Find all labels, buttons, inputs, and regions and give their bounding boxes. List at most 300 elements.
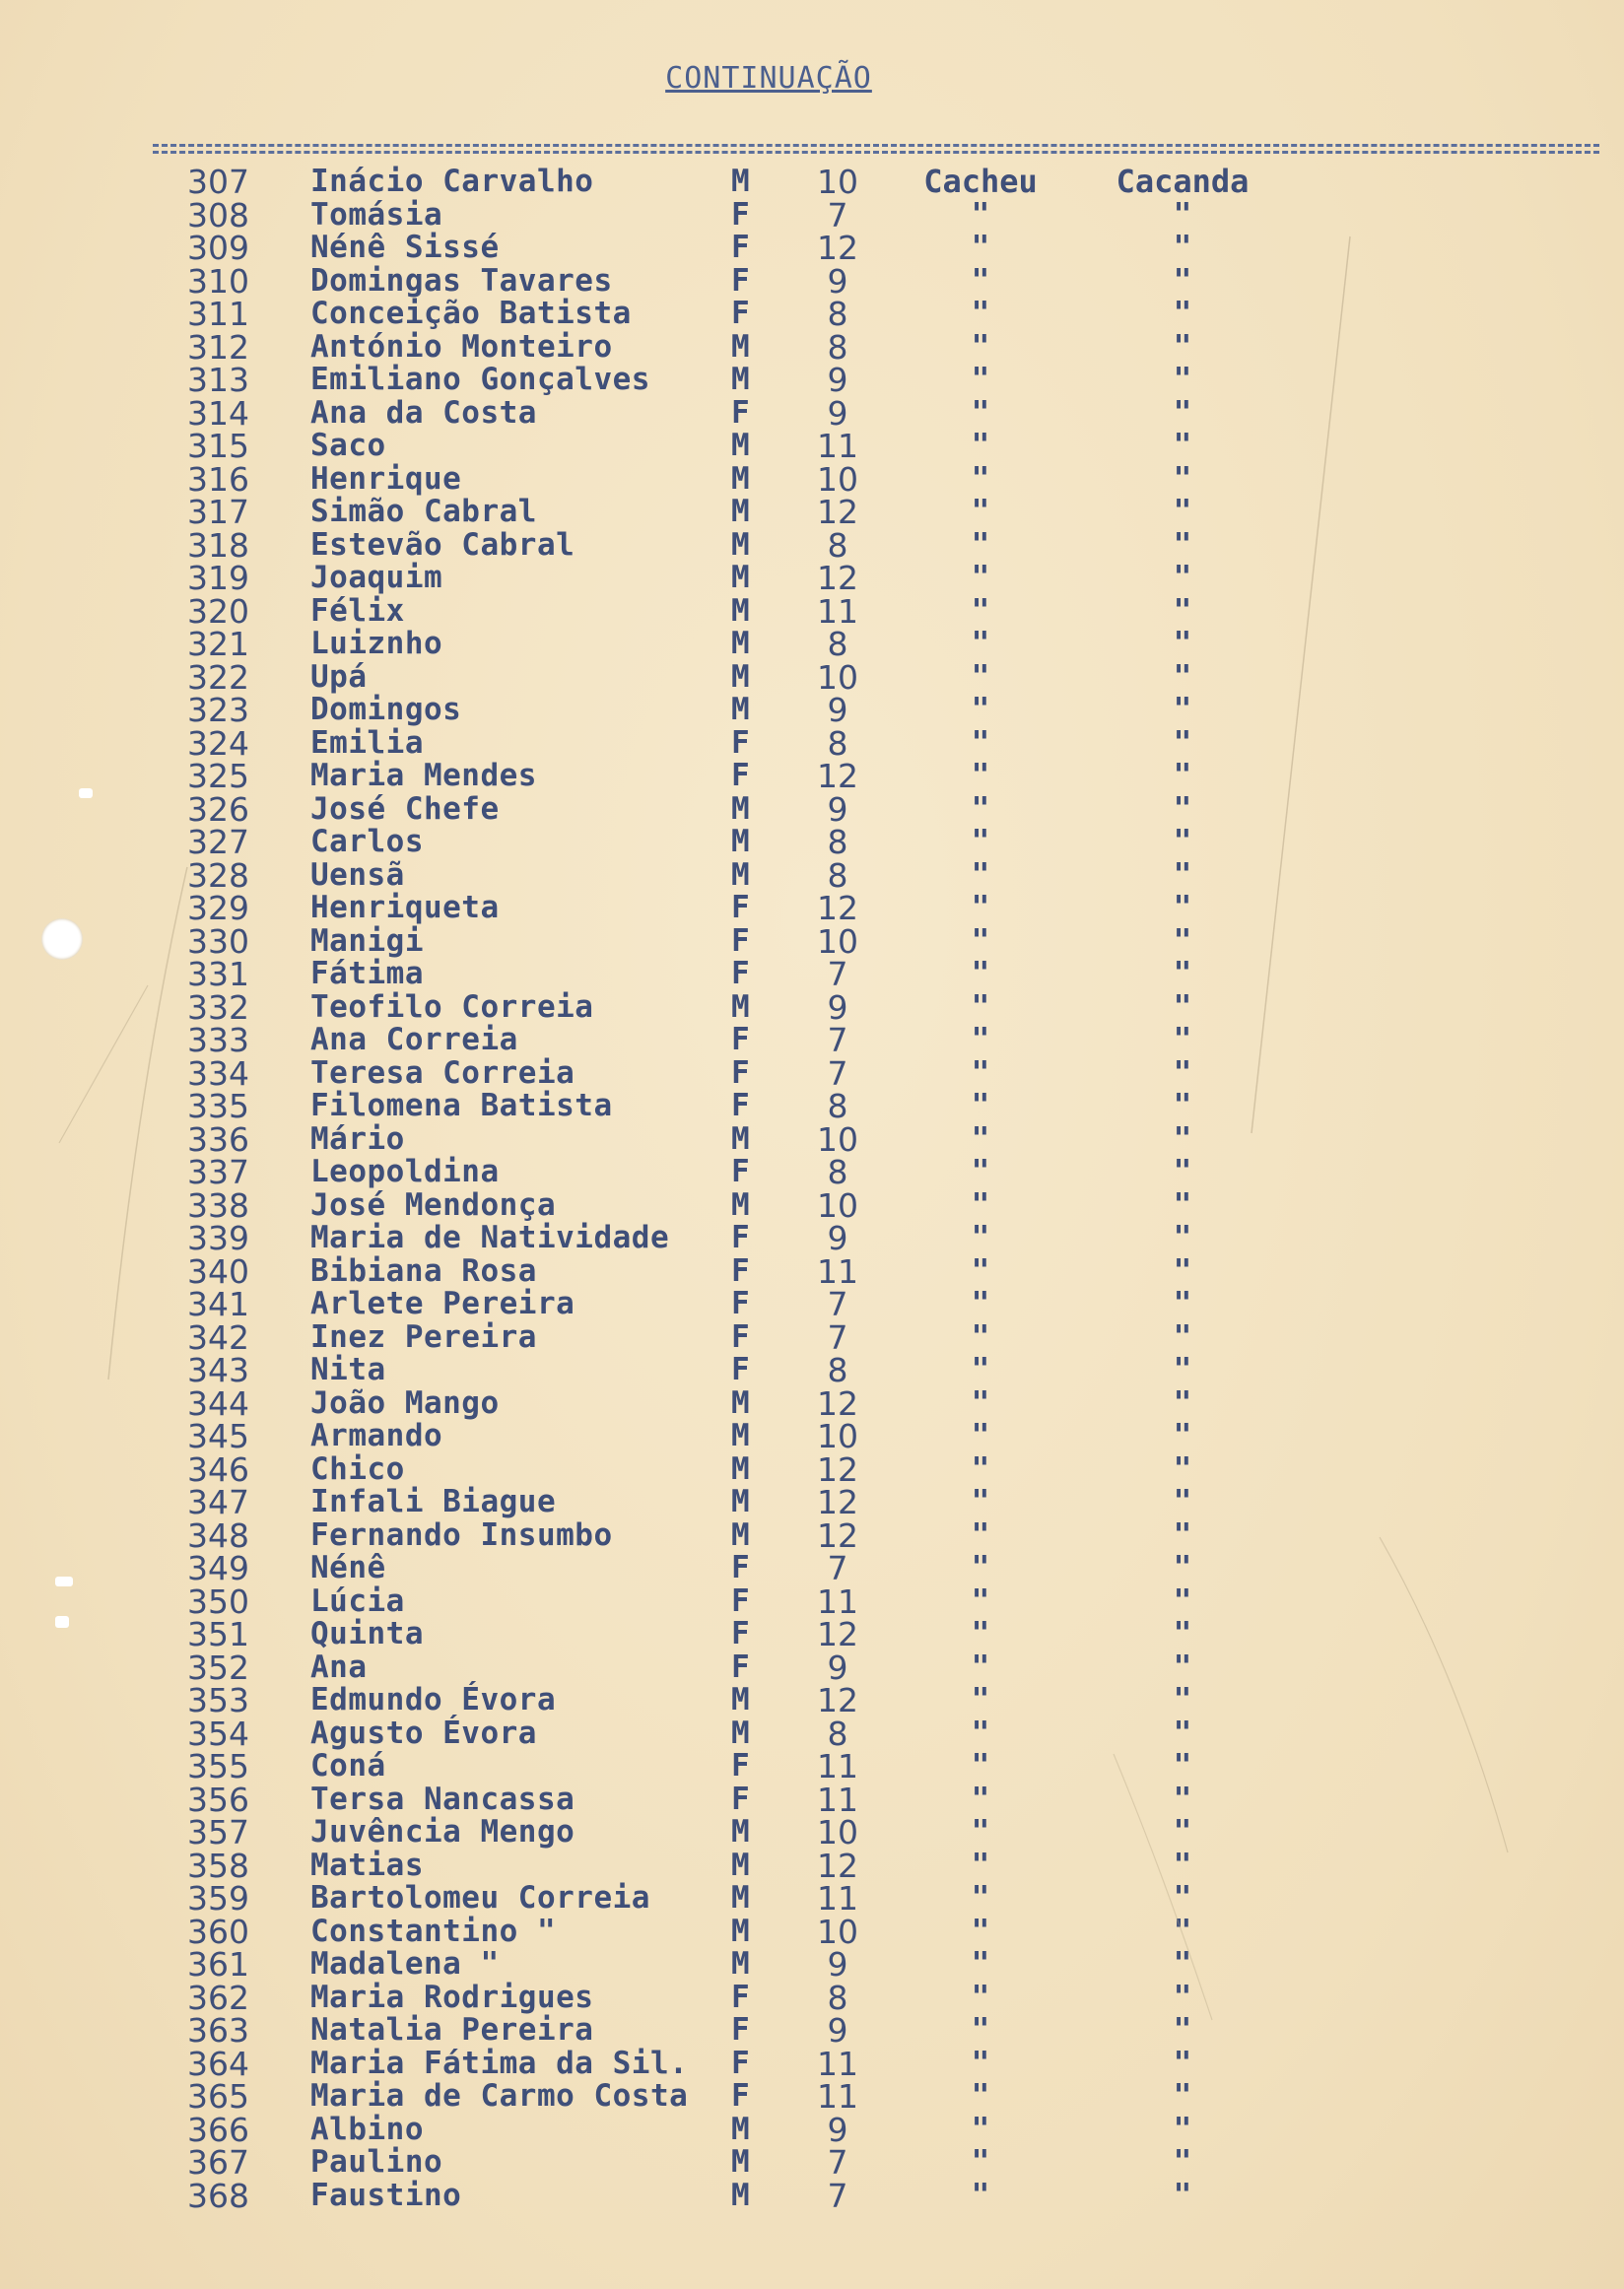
child-age: 9 (827, 361, 848, 399)
child-age: 8 (827, 1153, 848, 1191)
child-age: 8 (827, 1351, 848, 1389)
child-age: 8 (827, 723, 848, 763)
child-name: João Mango (310, 1384, 500, 1421)
child-sex: M (731, 1516, 750, 1553)
town-name: " (1173, 230, 1192, 265)
entry-number: 335 (187, 1087, 249, 1125)
child-age: 12 (817, 757, 858, 795)
child-age: 12 (817, 493, 858, 531)
child-age: 9 (827, 1648, 848, 1687)
child-name: Maria de Natividade (310, 1220, 670, 1255)
register-row (0, 261, 1624, 301)
child-sex: F (731, 758, 750, 793)
child-age: 12 (817, 1515, 858, 1555)
child-sex: F (731, 1550, 750, 1585)
child-name: Madalena " (310, 1946, 500, 1982)
town-name: " (1173, 1814, 1192, 1850)
child-name: Chico (310, 1450, 405, 1487)
town-name: " (1173, 956, 1192, 991)
child-age: 8 (827, 1978, 848, 2017)
region-name: " (971, 1582, 990, 1619)
town-name: " (1173, 1054, 1192, 1091)
register-row (0, 1648, 1624, 1687)
town-name: " (1173, 2177, 1192, 2213)
child-sex: M (731, 1186, 750, 1223)
child-name: Manigi (310, 922, 424, 959)
child-sex: F (731, 1154, 750, 1189)
child-name: Henriqueta (310, 890, 500, 925)
child-age: 11 (817, 1879, 858, 1918)
entry-number: 339 (187, 1219, 249, 1257)
entry-number: 343 (187, 1351, 249, 1389)
child-sex: M (731, 2111, 750, 2147)
region-name: " (971, 1616, 990, 1651)
entry-number: 360 (187, 1912, 249, 1951)
register-row (0, 1813, 1624, 1851)
child-name: Inez Pereira (310, 1318, 537, 1355)
town-name: " (1173, 592, 1192, 629)
entry-number: 310 (187, 261, 249, 301)
region-name: " (971, 1946, 990, 1982)
region-name: " (971, 890, 990, 925)
child-name: José Mendonça (310, 1186, 557, 1223)
register-row (0, 1549, 1624, 1587)
entry-number: 315 (187, 427, 249, 465)
entry-number: 357 (187, 1813, 249, 1851)
town-name: " (1173, 724, 1192, 761)
town-name: " (1173, 296, 1192, 331)
region-name: " (971, 2045, 990, 2081)
child-sex: M (731, 692, 750, 727)
town-name: " (1173, 1880, 1192, 1916)
child-sex: F (731, 1649, 750, 1685)
child-age: 12 (817, 1681, 858, 1719)
child-sex: F (731, 262, 750, 299)
entry-number: 362 (187, 1978, 249, 2017)
entry-number: 334 (187, 1053, 249, 1093)
child-name: Luiznho (310, 626, 443, 661)
register-row (0, 459, 1624, 499)
town-name: " (1173, 362, 1192, 397)
entry-number: 346 (187, 1449, 249, 1489)
town-name: " (1173, 526, 1192, 563)
town-name: " (1173, 196, 1192, 233)
child-sex: F (731, 1748, 750, 1784)
child-sex: M (731, 1946, 750, 1982)
register-row (0, 855, 1624, 895)
region-name: " (971, 1220, 990, 1255)
entry-number: 322 (187, 657, 249, 697)
town-name: " (1173, 1616, 1192, 1651)
entry-number: 352 (187, 1648, 249, 1687)
child-name: Félix (310, 592, 405, 629)
child-name: Albino (310, 2111, 424, 2147)
child-age: 12 (817, 559, 858, 597)
child-age: 9 (827, 1945, 848, 1984)
region-name: " (971, 560, 990, 595)
child-age: 8 (827, 327, 848, 367)
region-name: " (971, 1979, 990, 2015)
town-name: " (1173, 1550, 1192, 1585)
register-row (0, 1185, 1624, 1225)
register-row (0, 823, 1624, 861)
entry-number: 329 (187, 889, 249, 927)
town-name: " (1173, 1352, 1192, 1387)
register-row (0, 591, 1624, 631)
entry-number: 366 (187, 2110, 249, 2149)
child-name: Teofilo Correia (310, 988, 594, 1025)
child-sex: F (731, 394, 750, 431)
child-name: Mário (310, 1120, 405, 1157)
register-row (0, 393, 1624, 433)
region-name: " (971, 1154, 990, 1189)
child-age: 11 (817, 1747, 858, 1785)
child-age: 12 (817, 1846, 858, 1885)
child-name: José Chefe (310, 790, 500, 827)
child-name: Maria de Carmo Costa (310, 2078, 689, 2114)
entry-number: 347 (187, 1483, 249, 1521)
entry-number: 317 (187, 493, 249, 531)
child-sex: F (731, 724, 750, 761)
register-row (0, 1879, 1624, 1918)
region-name: " (971, 1748, 990, 1784)
register-row (0, 955, 1624, 993)
region-name: " (971, 824, 990, 859)
town-name: " (1173, 856, 1192, 893)
child-age: 7 (827, 2143, 848, 2182)
town-name: " (1173, 2144, 1192, 2180)
child-age: 11 (817, 591, 858, 631)
child-name: Domingas Tavares (310, 262, 613, 299)
child-age: 10 (817, 1813, 858, 1851)
town-name: " (1173, 1286, 1192, 1321)
register-row (0, 1945, 1624, 1984)
child-sex: F (731, 956, 750, 991)
register-row (0, 987, 1624, 1027)
child-name: Faustino (310, 2177, 462, 2213)
entry-number: 324 (187, 723, 249, 763)
region-name: " (971, 1022, 990, 1057)
register-row (0, 657, 1624, 697)
entry-number: 359 (187, 1879, 249, 1918)
child-name: Juvência Mengo (310, 1814, 575, 1850)
region-name: " (971, 1682, 990, 1717)
town-name: " (1173, 1450, 1192, 1487)
child-age: 7 (827, 2176, 848, 2215)
child-name: Conceição Batista (310, 296, 632, 331)
child-name: Natalia Pereira (310, 2012, 594, 2048)
register-row (0, 229, 1624, 267)
town-name: " (1173, 922, 1192, 959)
town-name: " (1173, 790, 1192, 827)
child-age: 11 (817, 1780, 858, 1819)
region-name: " (971, 922, 990, 959)
entry-number: 328 (187, 855, 249, 895)
region-name: Cacheu (923, 163, 1038, 200)
child-age: 7 (827, 1317, 848, 1357)
town-name: " (1173, 658, 1192, 695)
entry-number: 330 (187, 921, 249, 961)
entry-number: 364 (187, 2044, 249, 2083)
region-name: " (971, 362, 990, 397)
child-name: Emiliano Gonçalves (310, 362, 650, 397)
entry-number: 363 (187, 2011, 249, 2050)
entry-number: 351 (187, 1615, 249, 1653)
region-name: " (971, 494, 990, 529)
region-name: " (971, 1814, 990, 1850)
region-name: " (971, 1384, 990, 1421)
town-name: Cacanda (1116, 163, 1250, 200)
entry-number: 318 (187, 525, 249, 565)
child-sex: M (731, 1450, 750, 1487)
register-row (0, 889, 1624, 927)
register-row (0, 625, 1624, 663)
region-name: " (971, 2177, 990, 2213)
town-name: " (1173, 758, 1192, 793)
child-sex: M (731, 658, 750, 695)
child-sex: M (731, 592, 750, 629)
region-name: " (971, 626, 990, 661)
child-age: 8 (827, 855, 848, 895)
town-name: " (1173, 988, 1192, 1025)
paper-tear-mark (79, 788, 93, 798)
register-row (0, 1351, 1624, 1389)
region-name: " (971, 758, 990, 793)
child-sex: F (731, 2012, 750, 2048)
child-name: Agusto Évora (310, 1715, 537, 1751)
town-name: " (1173, 1022, 1192, 1057)
town-name: " (1173, 1715, 1192, 1751)
child-sex: F (731, 1781, 750, 1817)
child-age: 7 (827, 195, 848, 235)
register-row (0, 295, 1624, 333)
child-sex: F (731, 1022, 750, 1057)
register-row (0, 1978, 1624, 2017)
child-name: Uensã (310, 856, 405, 893)
town-name: " (1173, 394, 1192, 431)
register-row (0, 691, 1624, 729)
region-name: " (971, 2078, 990, 2114)
child-sex: M (731, 2144, 750, 2180)
entry-number: 314 (187, 393, 249, 433)
child-sex: M (731, 460, 750, 497)
town-name: " (1173, 626, 1192, 661)
register-row (0, 1449, 1624, 1489)
child-name: Domingos (310, 692, 462, 727)
register-row (0, 1053, 1624, 1093)
register-row (0, 195, 1624, 235)
region-name: " (971, 394, 990, 431)
child-age: 12 (817, 1383, 858, 1423)
register-row (0, 1087, 1624, 1125)
region-name: " (971, 692, 990, 727)
child-age: 12 (817, 1449, 858, 1489)
entry-number: 311 (187, 295, 249, 333)
child-sex: M (731, 1484, 750, 1519)
child-sex: M (731, 1913, 750, 1949)
child-name: Maria Fátima da Sil. (310, 2045, 689, 2081)
child-name: Maria Mendes (310, 758, 537, 793)
child-sex: M (731, 1880, 750, 1916)
child-name: Joaquim (310, 560, 443, 595)
entry-number: 344 (187, 1383, 249, 1423)
register-row (0, 1285, 1624, 1323)
entry-number: 361 (187, 1945, 249, 1984)
region-name: " (971, 1550, 990, 1585)
child-age: 12 (817, 1483, 858, 1521)
paper-tear-mark (55, 1577, 73, 1586)
child-sex: F (731, 1352, 750, 1387)
entry-number: 308 (187, 195, 249, 235)
register-row (0, 1021, 1624, 1059)
town-name: " (1173, 1847, 1192, 1883)
child-age: 11 (817, 427, 858, 465)
child-name: Ana da Costa (310, 394, 537, 431)
paper-tear-mark (55, 1616, 69, 1628)
entry-number: 354 (187, 1714, 249, 1753)
region-name: " (971, 1252, 990, 1289)
town-name: " (1173, 1088, 1192, 1123)
register-row (0, 1780, 1624, 1819)
region-name: " (971, 1484, 990, 1519)
register-row (0, 327, 1624, 367)
region-name: " (971, 328, 990, 365)
entry-number: 327 (187, 823, 249, 861)
child-name: Lúcia (310, 1582, 405, 1619)
region-name: " (971, 1649, 990, 1685)
child-sex: F (731, 1252, 750, 1289)
entry-number: 319 (187, 559, 249, 597)
child-name: Upá (310, 658, 368, 695)
town-name: " (1173, 1649, 1192, 1685)
child-age: 11 (817, 1582, 858, 1621)
register-row (0, 427, 1624, 465)
child-age: 10 (817, 459, 858, 499)
register-row (0, 1483, 1624, 1521)
child-sex: M (731, 856, 750, 893)
region-name: " (971, 592, 990, 629)
region-name: " (971, 428, 990, 463)
region-name: " (971, 1715, 990, 1751)
register-row (0, 1515, 1624, 1555)
entry-number: 331 (187, 955, 249, 993)
town-name: " (1173, 560, 1192, 595)
child-sex: M (731, 988, 750, 1025)
child-sex: F (731, 1582, 750, 1619)
child-name: Armando (310, 1418, 443, 1453)
child-age: 10 (817, 921, 858, 961)
child-name: Edmundo Évora (310, 1682, 557, 1717)
child-sex: M (731, 526, 750, 563)
register-row (0, 1582, 1624, 1621)
child-age: 9 (827, 2110, 848, 2149)
child-sex: F (731, 922, 750, 959)
entry-number: 358 (187, 1846, 249, 1885)
child-sex: M (731, 1715, 750, 1751)
child-age: 8 (827, 1714, 848, 1753)
region-name: " (971, 790, 990, 827)
child-sex: F (731, 196, 750, 233)
child-sex: M (731, 494, 750, 529)
child-name: Matias (310, 1847, 424, 1883)
child-age: 9 (827, 2011, 848, 2050)
child-age: 8 (827, 295, 848, 333)
town-name: " (1173, 824, 1192, 859)
entry-number: 325 (187, 757, 249, 795)
child-age: 10 (817, 1185, 858, 1225)
town-name: " (1173, 2045, 1192, 2081)
child-sex: M (731, 362, 750, 397)
entry-number: 341 (187, 1285, 249, 1323)
entry-number: 345 (187, 1417, 249, 1455)
entry-number: 368 (187, 2176, 249, 2215)
region-name: " (971, 460, 990, 497)
entry-number: 336 (187, 1119, 249, 1159)
child-sex: F (731, 1220, 750, 1255)
region-name: " (971, 1913, 990, 1949)
child-name: Emilia (310, 724, 424, 761)
town-name: " (1173, 1318, 1192, 1355)
region-name: " (971, 856, 990, 893)
child-age: 7 (827, 1549, 848, 1587)
region-name: " (971, 1286, 990, 1321)
entry-number: 356 (187, 1780, 249, 1819)
region-name: " (971, 1186, 990, 1223)
page-heading: CONTINUAÇÃO (665, 61, 872, 96)
entry-number: 353 (187, 1681, 249, 1719)
register-row (0, 1153, 1624, 1191)
child-sex: M (731, 1682, 750, 1717)
child-age: 9 (827, 393, 848, 433)
child-name: Bibiana Rosa (310, 1252, 537, 1289)
register-row (0, 1119, 1624, 1159)
child-age: 11 (817, 2044, 858, 2083)
punch-hole (41, 918, 83, 960)
child-sex: M (731, 164, 750, 199)
child-sex: F (731, 1286, 750, 1321)
child-sex: F (731, 230, 750, 265)
entry-number: 332 (187, 987, 249, 1027)
town-name: " (1173, 1781, 1192, 1817)
entry-number: 350 (187, 1582, 249, 1621)
town-name: " (1173, 890, 1192, 925)
child-name: Filomena Batista (310, 1088, 613, 1123)
register-row (0, 525, 1624, 565)
town-name: " (1173, 262, 1192, 299)
child-sex: F (731, 1318, 750, 1355)
child-sex: M (731, 2177, 750, 2213)
region-name: " (971, 196, 990, 233)
child-name: Estevão Cabral (310, 526, 575, 563)
child-sex: M (731, 1847, 750, 1883)
child-age: 10 (817, 657, 858, 697)
register-row (0, 1681, 1624, 1719)
child-name: Leopoldina (310, 1154, 500, 1189)
register-row (0, 559, 1624, 597)
region-name: " (971, 1516, 990, 1553)
child-name: Henrique (310, 460, 462, 497)
register-list (0, 163, 1624, 2215)
town-name: " (1173, 1252, 1192, 1289)
entry-number: 337 (187, 1153, 249, 1191)
region-name: " (971, 724, 990, 761)
region-name: " (971, 1054, 990, 1091)
region-name: " (971, 1318, 990, 1355)
entry-number: 307 (187, 163, 249, 201)
child-name: Coná (310, 1748, 386, 1784)
town-name: " (1173, 1913, 1192, 1949)
town-name: " (1173, 428, 1192, 463)
